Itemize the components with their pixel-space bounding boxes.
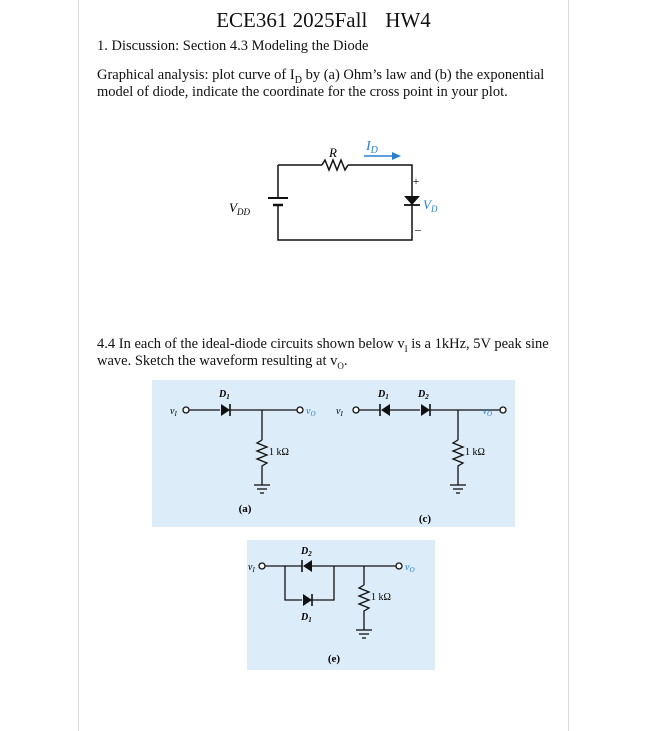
q44-line2: wave. Sketch the waveform resulting at $v_O$. — [97, 353, 348, 371]
hw-title: HW4 — [385, 8, 431, 32]
label-r: R — [329, 145, 337, 160]
page-edge-left — [78, 0, 79, 731]
diode-a-d1 — [221, 404, 230, 416]
svg-text:D1: $D_1$ — [378, 389, 389, 401]
page-title — [0, 8, 647, 33]
svg-text:vI: $v_I$ — [248, 562, 255, 574]
resistor-a — [257, 440, 267, 485]
diode-e-d2 — [303, 560, 312, 572]
label-plus: + — [412, 174, 420, 188]
svg-text:1 kΩ: 1 kΩ — [269, 447, 289, 458]
circuit-a — [152, 380, 332, 527]
q44-line1: 4.4 In each of the ideal-diode circuits shown below $v_I$ is a 1kHz, 5V peak sine — [97, 336, 549, 354]
caption-e: (e) — [327, 653, 341, 665]
wire-bottom — [278, 165, 412, 240]
diode-d — [404, 196, 420, 205]
page-edge-right — [568, 0, 569, 731]
svg-text:D1: $D_1$ — [219, 389, 230, 401]
svg-text:vI: $v_I$ — [170, 406, 177, 418]
caption-c: (c) — [418, 513, 432, 525]
caption-a: (a) — [238, 503, 252, 515]
diode-c-d1 — [381, 404, 390, 416]
label-vdd: $V_{DD}$ — [229, 200, 250, 217]
svg-text:D2: $D_2$ — [418, 389, 429, 401]
resistor-r — [322, 160, 348, 170]
svg-text:1 kΩ: 1 kΩ — [371, 592, 391, 603]
diode-e-d1 — [303, 594, 312, 606]
circuit-e — [247, 540, 435, 670]
svg-text:D2: $D_2$ — [301, 546, 312, 558]
resistor-c — [453, 440, 463, 485]
label-id: $I_D$ — [366, 139, 378, 156]
q1-line2: model of diode, indicate the coordinate for the cross point in your plot. — [97, 84, 508, 100]
circuit-c — [330, 380, 515, 527]
resistor-e — [359, 585, 369, 630]
circuit-1 — [220, 130, 450, 245]
svg-text:vI: $v_I$ — [336, 406, 343, 418]
svg-text:vO: $v_O$ — [306, 406, 316, 418]
q1-heading: 1. Discussion: Section 4.3 Modeling the Diode — [97, 38, 369, 54]
label-minus: – — [415, 222, 421, 236]
course-title: ECE361 2025Fall — [216, 8, 368, 32]
q1-line1: Graphical analysis: plot curve of $I_D$ by (a) Ohm’s law and (b) the exponential — [97, 67, 545, 86]
svg-text:vO: $v_O$ — [405, 562, 415, 574]
svg-text:vO: $v_O$ — [482, 406, 492, 418]
svg-text:D1: $D_1$ — [301, 612, 312, 624]
diode-c-d2 — [421, 404, 430, 416]
svg-text:1 kΩ: 1 kΩ — [465, 447, 485, 458]
label-vd: $V_D$ — [423, 197, 438, 214]
